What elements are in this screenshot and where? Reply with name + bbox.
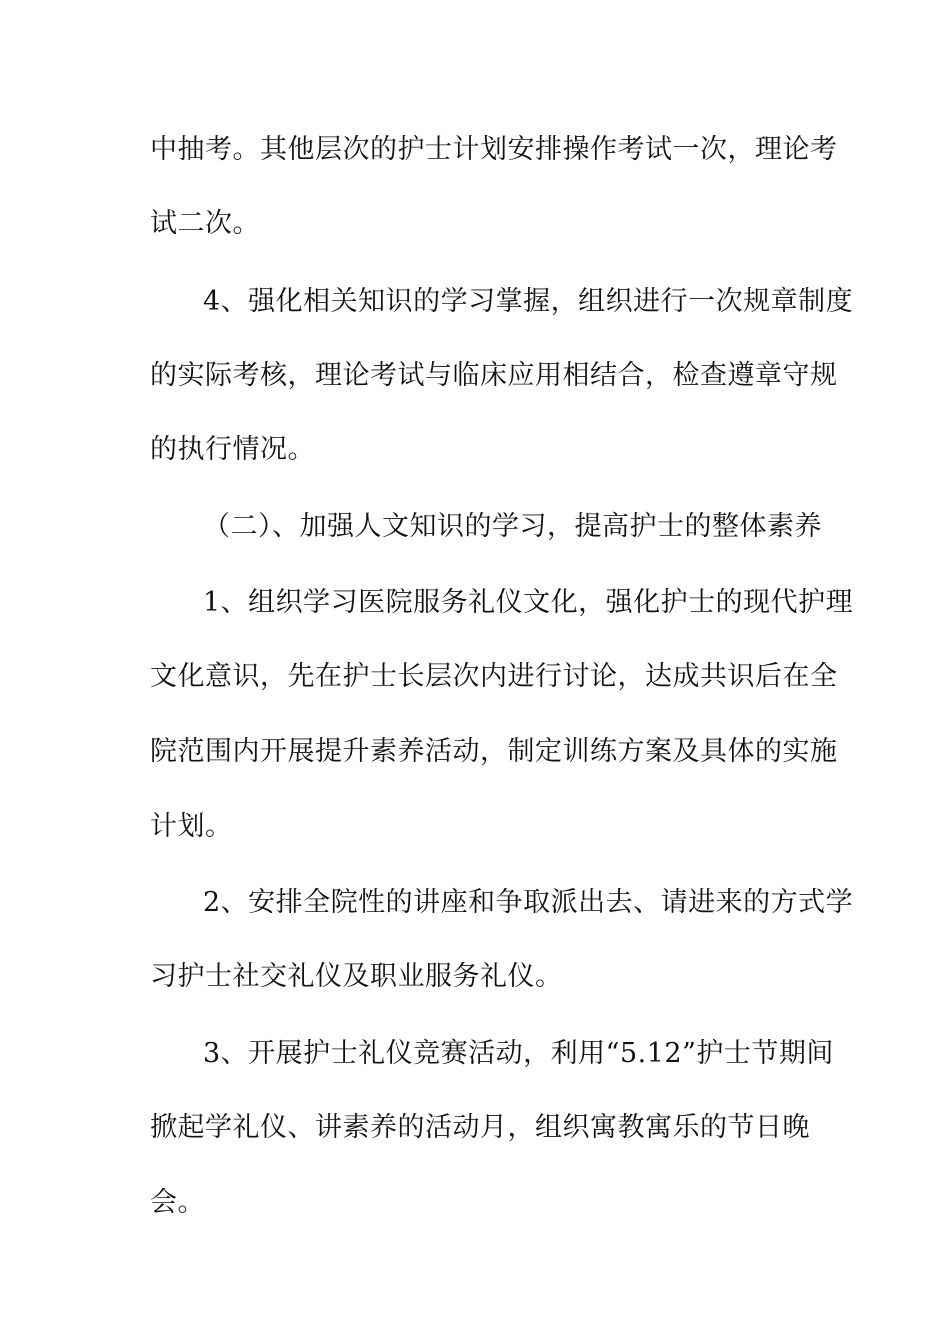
text-line: 习护士社交礼仪及职业服务礼仪。 <box>150 961 563 992</box>
paragraph-item-1: 1、组织学习医院服务礼仪文化，强化护士的现代护理 <box>203 587 854 618</box>
text-line: 会。 <box>150 1187 205 1218</box>
text-line: 计划。 <box>150 811 233 842</box>
paragraph-item-3: 3、开展护士礼仪竞赛活动，利用“5.12”护士节期间 <box>203 1038 834 1069</box>
text-line: 院范围内开展提升素养活动，制定训练方案及具体的实施 <box>150 736 838 767</box>
text-line: 的执行情况。 <box>150 434 315 465</box>
paragraph-item-2: 2、安排全院性的讲座和争取派出去、请进来的方式学 <box>203 887 854 918</box>
text-line: 文化意识，先在护士长层次内进行讨论，达成共识后在全 <box>150 661 838 692</box>
paragraph-item-4: 4、强化相关知识的学习掌握，组织进行一次规章制度 <box>203 286 854 317</box>
section-heading: （二）、加强人文知识的学习，提高护士的整体素养 <box>203 511 822 542</box>
text-line: 掀起学礼仪、讲素养的活动月，组织寓教寓乐的节日晚 <box>150 1112 810 1143</box>
text-line: 中抽考。其他层次的护士计划安排操作考试一次，理论考 <box>150 134 838 165</box>
text-line: 试二次。 <box>150 208 260 239</box>
text-line: 的实际考核，理论考试与临床应用相结合，检查遵章守规 <box>150 360 838 391</box>
